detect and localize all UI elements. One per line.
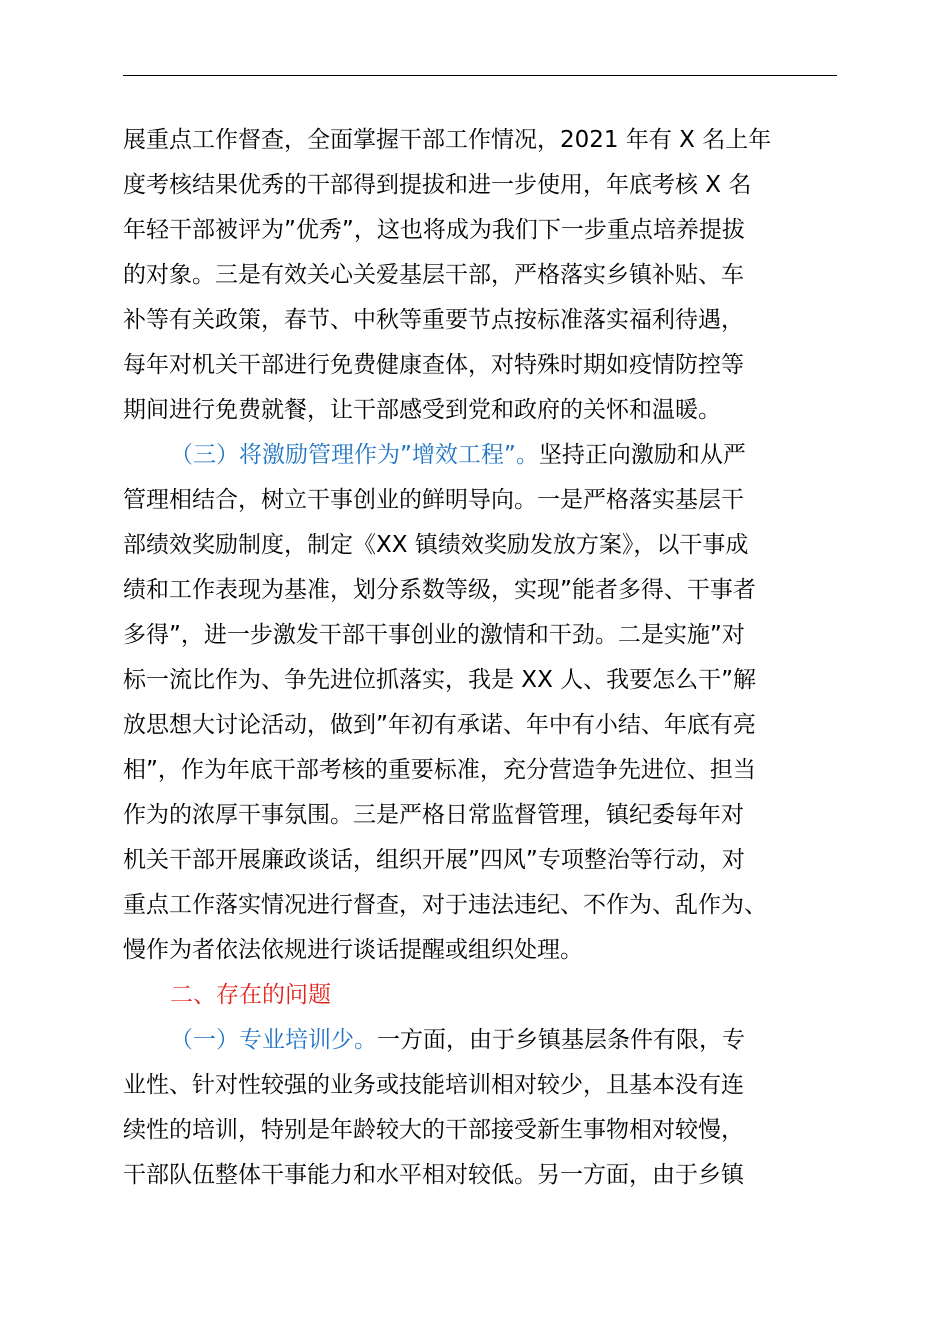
subsection-heading: （三）将激励管理作为”增效工程”。 (170, 442, 539, 468)
text-line: 放思想大讨论活动，做到”年初有承诺、年中有小结、年底有亮 (123, 712, 756, 738)
text-line: 多得”，进一步激发干部干事创业的激情和干劲。二是实施”对 (123, 622, 745, 648)
text-line: 部绩效奖励制度，制定《XX 镇绩效奖励发放方案》，以干事成 (123, 532, 749, 558)
text-line: 度考核结果优秀的干部得到提拔和进一步使用，年底考核 X 名 (123, 172, 752, 198)
text-line: 期间进行免费就餐，让干部感受到党和政府的关怀和温暖。 (123, 397, 721, 423)
section-heading: 二、存在的问题 (170, 982, 331, 1008)
text-line: 续性的培训，特别是年龄较大的干部接受新生事物相对较慢， (123, 1117, 744, 1143)
text-line: 业性、针对性较强的业务或技能培训相对较少，且基本没有连 (123, 1072, 744, 1098)
text-line: 绩和工作表现为基准，划分系数等级，实现”能者多得、干事者 (123, 577, 756, 603)
header-rule (123, 75, 837, 76)
text-line: 年轻干部被评为”优秀”，这也将成为我们下一步重点培养提拔 (123, 217, 745, 243)
body-text (123, 118, 838, 1198)
text-line: 的对象。三是有效关心关爱基层干部，严格落实乡镇补贴、车 (123, 262, 744, 288)
subsection-text: 坚持正向激励和从严 (538, 442, 746, 468)
text-line: 每年对机关干部进行免费健康查体，对特殊时期如疫情防控等 (123, 352, 744, 378)
text-line: 标一流比作为、争先进位抓落实，我是 XX 人、我要怎么干”解 (123, 667, 757, 693)
text-line: 慢作为者依法依规进行谈话提醒或组织处理。 (123, 937, 583, 963)
text-line: 相”，作为年底干部考核的重要标准，充分营造争先进位、担当 (123, 757, 756, 783)
subsection-heading: （一）专业培训少。 (170, 1027, 377, 1053)
text-line: 干部队伍整体干事能力和水平相对较低。另一方面，由于乡镇 (123, 1162, 744, 1188)
text-line: 重点工作落实情况进行督查，对于违法违纪、不作为、乱作为、 (123, 892, 767, 918)
text-line: 作为的浓厚干事氛围。三是严格日常监督管理，镇纪委每年对 (123, 802, 744, 828)
subsection-text: 一方面，由于乡镇基层条件有限，专 (377, 1027, 745, 1053)
text-line: 机关干部开展廉政谈话，组织开展”四风”专项整治等行动，对 (123, 847, 745, 873)
text-line: 管理相结合，树立干事创业的鲜明导向。一是严格落实基层干 (123, 487, 744, 513)
text-line: 补等有关政策，春节、中秋等重要节点按标准落实福利待遇， (123, 307, 744, 333)
subsection-line-3 (123, 433, 838, 478)
text-line: 展重点工作督查，全面掌握干部工作情况，2021 年有 X 名上年 (123, 127, 772, 153)
subsection-line-1 (123, 1018, 838, 1063)
